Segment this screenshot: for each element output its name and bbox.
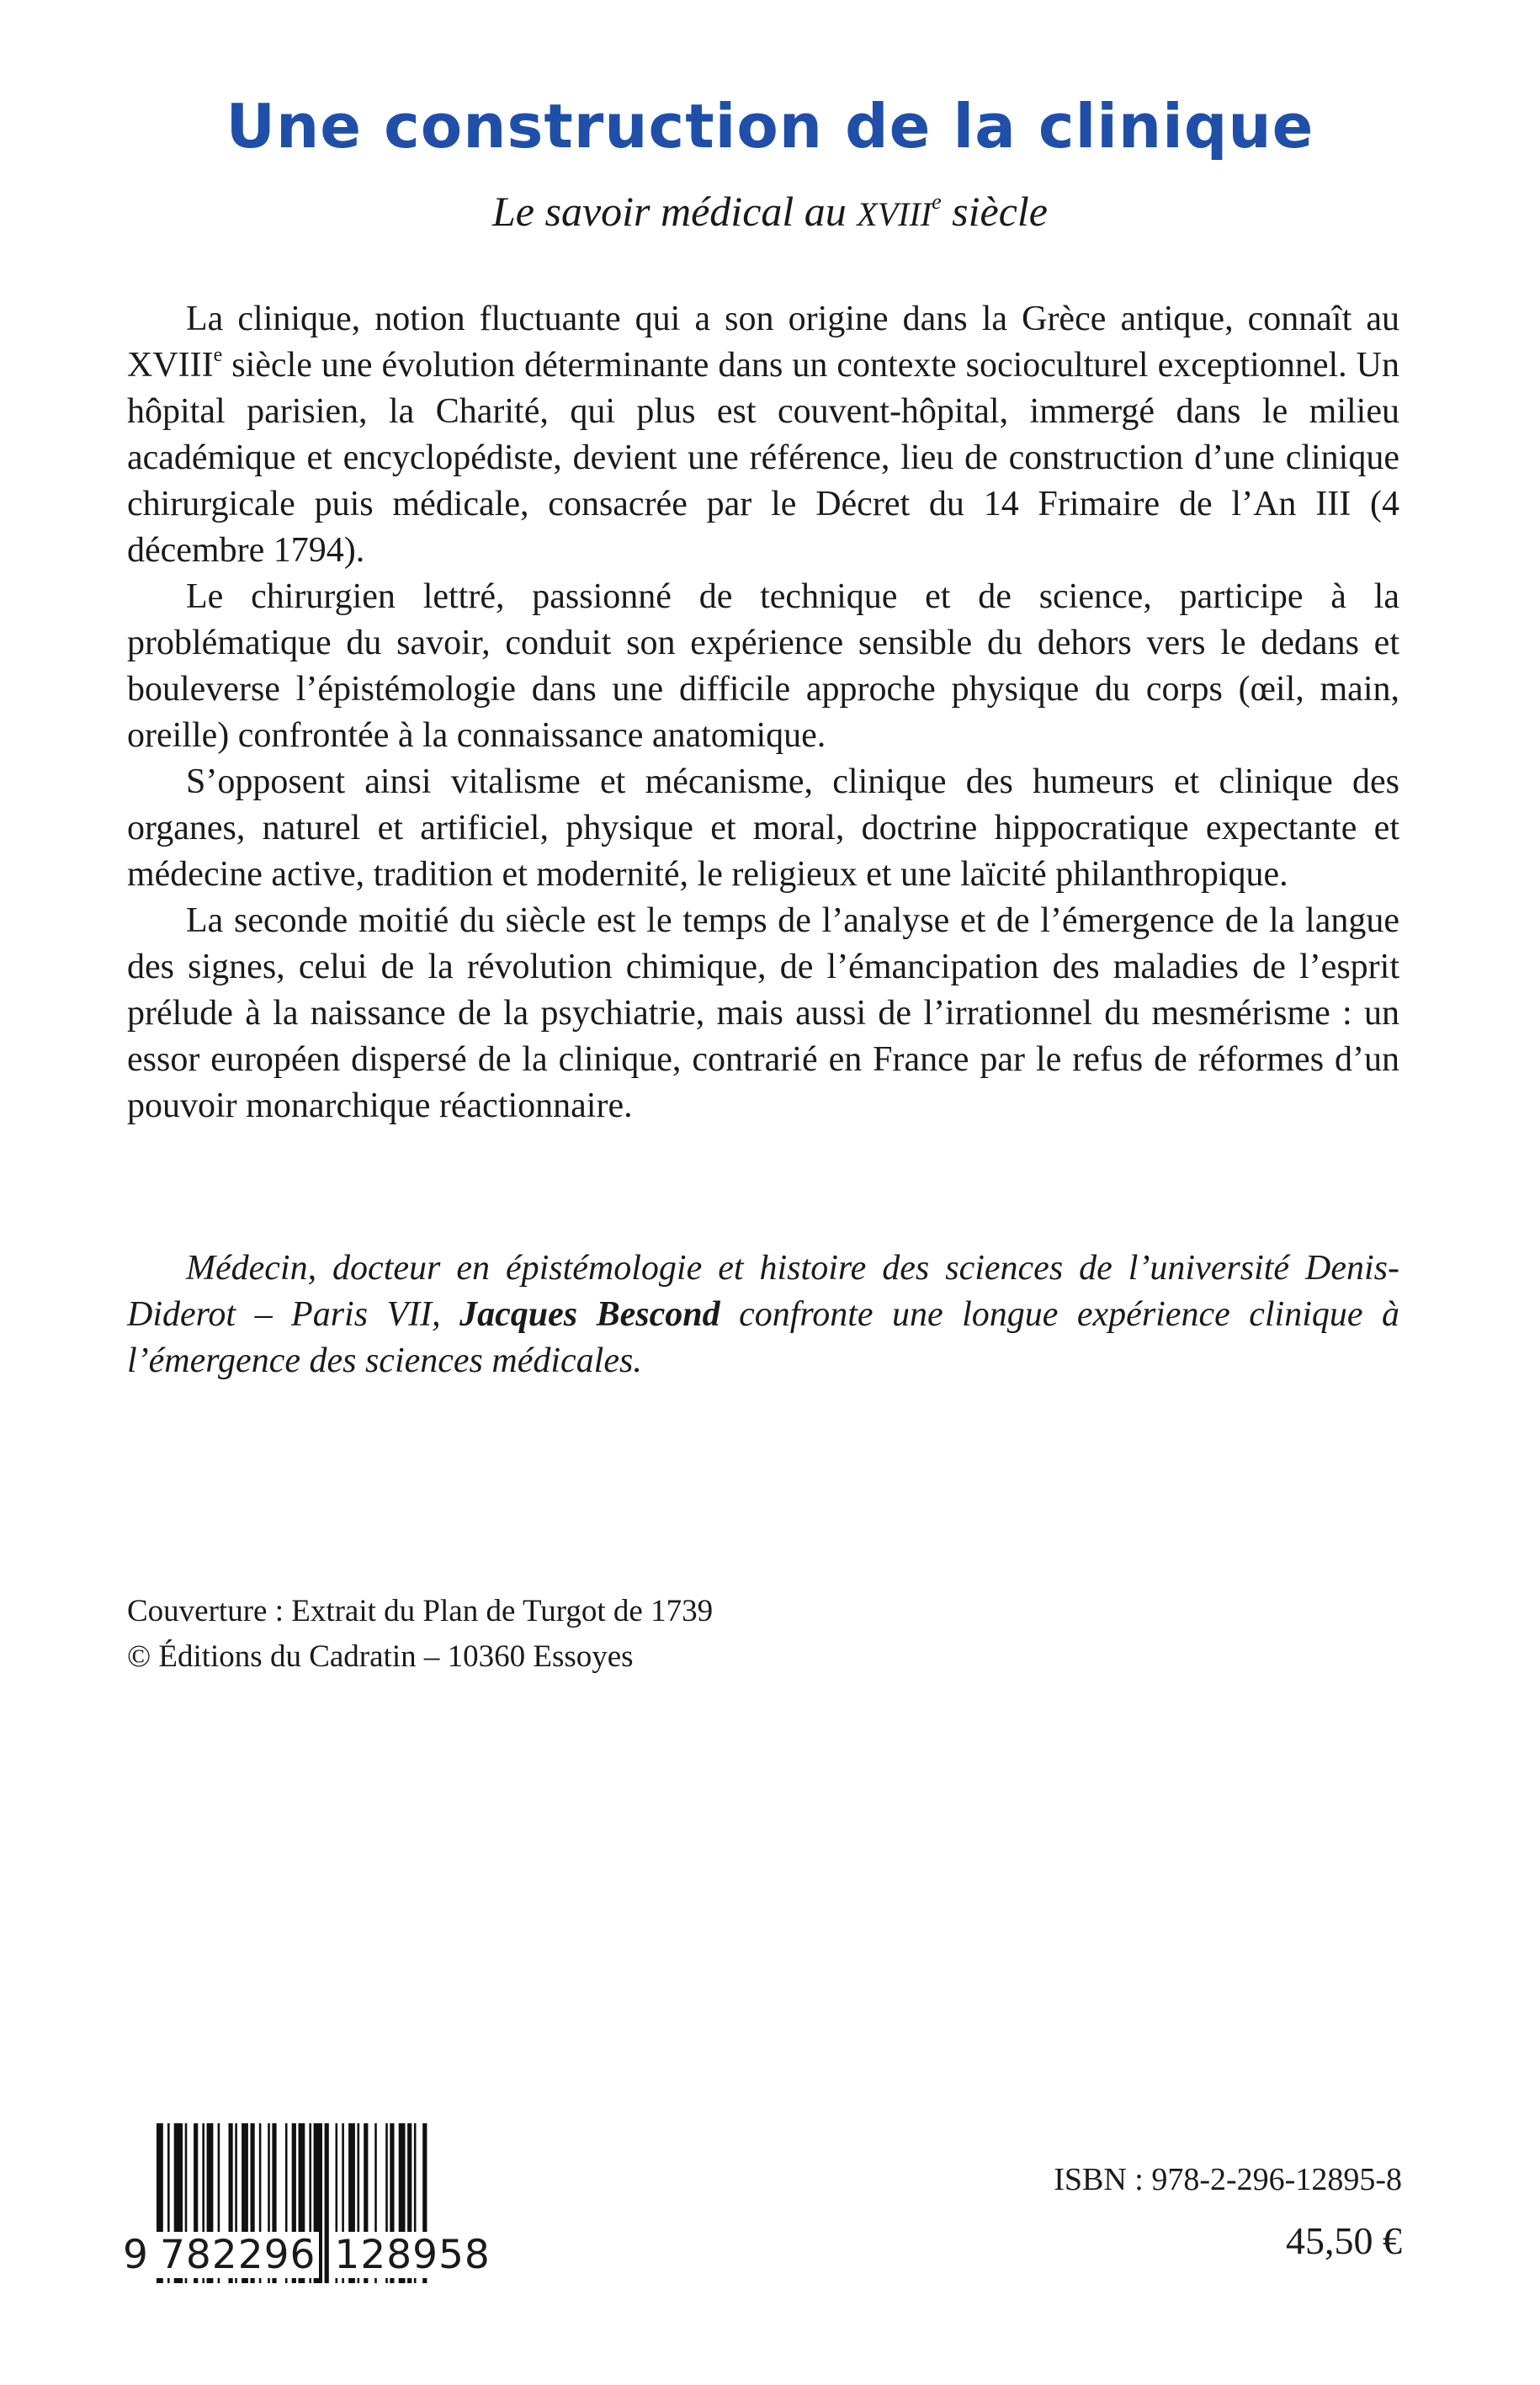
author-bio-before: Médecin, docteur en épistémologie et histoire des sciences de l’université Denis-Diderot – Paris VII, bbox=[127, 1249, 1399, 1334]
book-subtitle bbox=[0, 187, 1540, 236]
blurb-paragraph-1a: La clinique, notion fluctuante qui a son origine dans la Grèce antique, connaît au XVIII bbox=[127, 300, 1399, 385]
blurb-paragraph-2: Le chirurgien lettré, passionné de technique et de science, participe à la problématique du savoir, conduit son expérience sensible du dehors vers le dedans et bouleverse l’épistémologie dans une difficile approche physique du corps (œil, main, oreille) confrontée à la connaissance anatomique. bbox=[127, 577, 1399, 755]
barcode-left-group: 782296 bbox=[157, 2232, 319, 2278]
author-bio-after: confronte une longue expérience clinique à l’émergence des sciences médicales. bbox=[127, 1295, 1399, 1380]
author-name: Jacques Bescond bbox=[459, 1295, 720, 1334]
credits bbox=[127, 1589, 713, 1680]
blurb-paragraph-1b: siècle une évolution déterminante dans un contexte socioculturel exceptionnel. Un hôpital parisien, la Charité, qui plus est couvent-hôpital, immergé dans le milieu académique et encyclopédiste, devient une référence, lieu de construction d’une clinique chirurgicale puis médicale, consacrée par le Décret du 14 Frimaire de l’An III (4 décembre 1794). bbox=[127, 346, 1399, 570]
barcode-digits bbox=[123, 2232, 500, 2279]
subtitle-century-sup: e bbox=[932, 189, 942, 214]
subtitle-century: XVIII bbox=[857, 195, 932, 233]
blurb-paragraph-1 bbox=[127, 296, 1399, 574]
blurb-paragraph-3: S’opposent ainsi vitalisme et mécanisme, clinique des humeurs et clinique des organes, naturel et artificiel, physique et moral, doctrine hippocratique expectante et médecine active, tradition et modernité, le religieux et une laïcité philanthropique. bbox=[127, 762, 1399, 894]
publisher-credit: © Éditions du Cadratin – 10360 Essoyes bbox=[127, 1639, 634, 1674]
isbn: ISBN : 978-2-296-12895-8 bbox=[1054, 2162, 1402, 2197]
book-title: Une construction de la clinique bbox=[226, 91, 1314, 162]
cover-credit: Couverture : Extrait du Plan de Turgot de 1739 bbox=[127, 1594, 714, 1628]
barcode-right-group: 128958 bbox=[331, 2232, 493, 2278]
blurb bbox=[127, 296, 1399, 1129]
blurb-paragraph-1-sup: e bbox=[213, 344, 223, 366]
subtitle-before: Le savoir médical au bbox=[492, 188, 858, 235]
author-bio bbox=[127, 1246, 1399, 1384]
blurb-paragraph-4: La seconde moitié du siècle est le temps de l’analyse et de l’émergence de la langue des signes, celui de la révolution chimique, de l’émancipation des maladies de l’esprit prélude à la naissance de la psychiatrie, mais aussi de l’irrationnel du mesmérisme : un essor européen dispersé de la clinique, contrarié en France par le refus de réformes d’un pouvoir monarchique réactionnaire. bbox=[127, 901, 1399, 1125]
price: 45,50 € bbox=[1286, 2219, 1402, 2262]
barcode-lead-digit: 9 bbox=[123, 2232, 149, 2278]
subtitle-after: siècle bbox=[941, 188, 1048, 235]
